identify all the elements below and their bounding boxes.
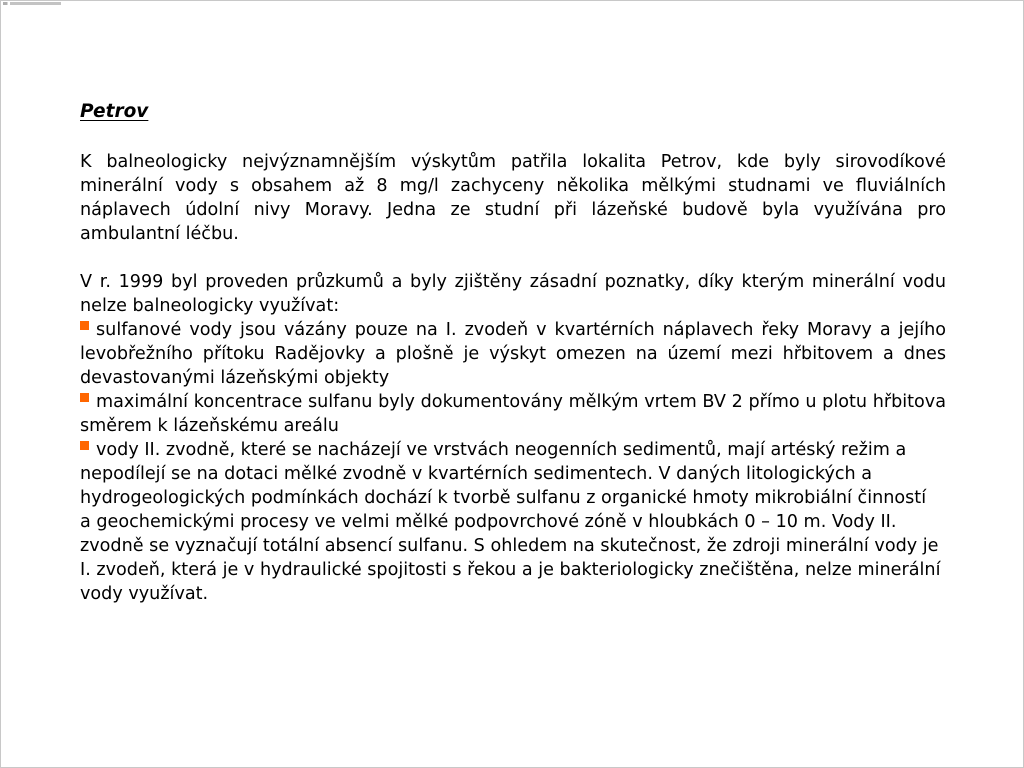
bullet-item-1 [80,318,946,390]
bullet-text-3: vody II. zvodně, které se nacházejí ve vrstvách neogenních sedimentů, mají artéský režim a nepodílejí se na dotaci mělké zvodně v kvartérních sedimentech. V daných litologických a hydrogeologických podmínkách dochází k tvorbě sulfanu z organické hmoty mikrobiální činností a geochemickými procesy ve velmi mělké podpovrchové zóně v hloubkách 0 – 10 m. Vody II. zvodně se vyznačují totální absencí sulfanu. S ohledem na skutečnost, že zdroji minerální vody je I. zvodeň, která je v hydraulické spojitosti s řekou a je bakteriologicky znečištěna, nelze minerální vody využívat. [80,440,941,604]
bullet-item-3 [80,438,942,606]
page-title: Petrov [80,101,149,122]
square-bullet-icon [80,441,89,450]
square-bullet-icon [80,321,89,330]
slide-content [80,98,946,606]
corner-mark [3,2,61,5]
bullet-text-2: maximální koncentrace sulfanu byly dokumentovány mělkým vrtem BV 2 přímo u plotu hřbitova směrem k lázeňskému areálu [80,392,946,436]
bullet-text-1: sulfanové vody jsou vázány pouze na I. zvodeň v kvartérních náplavech řeky Moravy a jejího levobřežního přítoku Radějovky a plošně je výskyt omezen na území mezi hřbitovem a dnes devastovanými lázeňskými objekty [80,320,946,388]
survey-paragraph: V r. 1999 byl proveden průzkumů a byly zjištěny zásadní poznatky, díky kterým minerální vodu nelze balneologicky využívat: [80,272,946,316]
bullet-item-2 [80,390,946,438]
intro-paragraph: K balneologicky nejvýznamnějším výskytům patřila lokalita Petrov, kde byly sirovodíkové minerální vody s obsahem až 8 mg/l zachyceny několika mělkými studnami ve fluviálních náplavech údolní nivy Moravy. Jedna ze studní při lázeňské budově byla využívána pro ambulantní léčbu. [80,152,946,244]
square-bullet-icon [80,393,89,402]
